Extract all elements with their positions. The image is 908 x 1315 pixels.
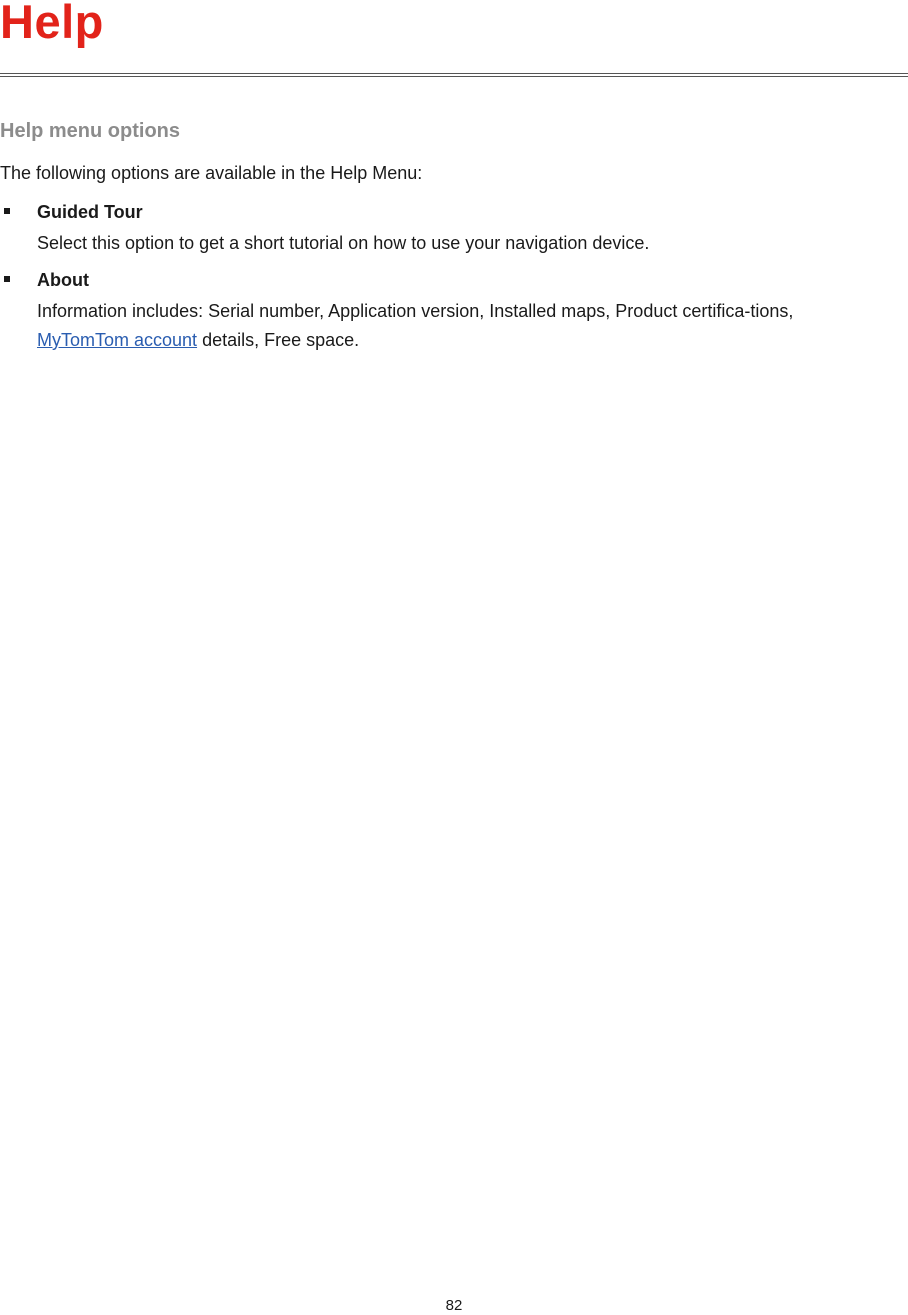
list-item-about — [0, 267, 880, 355]
page-number: 82 — [445, 1297, 463, 1314]
option-title-guided-tour: Guided Tour — [37, 202, 143, 222]
mytomtom-account-link[interactable]: MyTomTom account — [37, 330, 198, 350]
page-title: Help — [0, 0, 104, 48]
square-bullet-icon — [4, 208, 10, 214]
intro-paragraph: The following options are available in the Help Menu: — [0, 163, 423, 183]
option-title-about: About — [37, 270, 89, 290]
section-heading: Help menu options — [0, 120, 180, 142]
about-description-text-end: details, Free space. — [197, 330, 360, 350]
option-description-about — [37, 297, 880, 355]
square-bullet-icon — [4, 276, 10, 282]
help-options-list — [0, 199, 880, 364]
list-item-guided-tour — [0, 199, 880, 258]
title-divider — [0, 73, 908, 77]
about-description-text: Information includes: Serial number, Application version, Installed maps, Product certifica-tions, — [37, 301, 794, 321]
option-description-guided-tour: Select this option to get a short tutorial on how to use your navigation device. — [37, 233, 650, 253]
